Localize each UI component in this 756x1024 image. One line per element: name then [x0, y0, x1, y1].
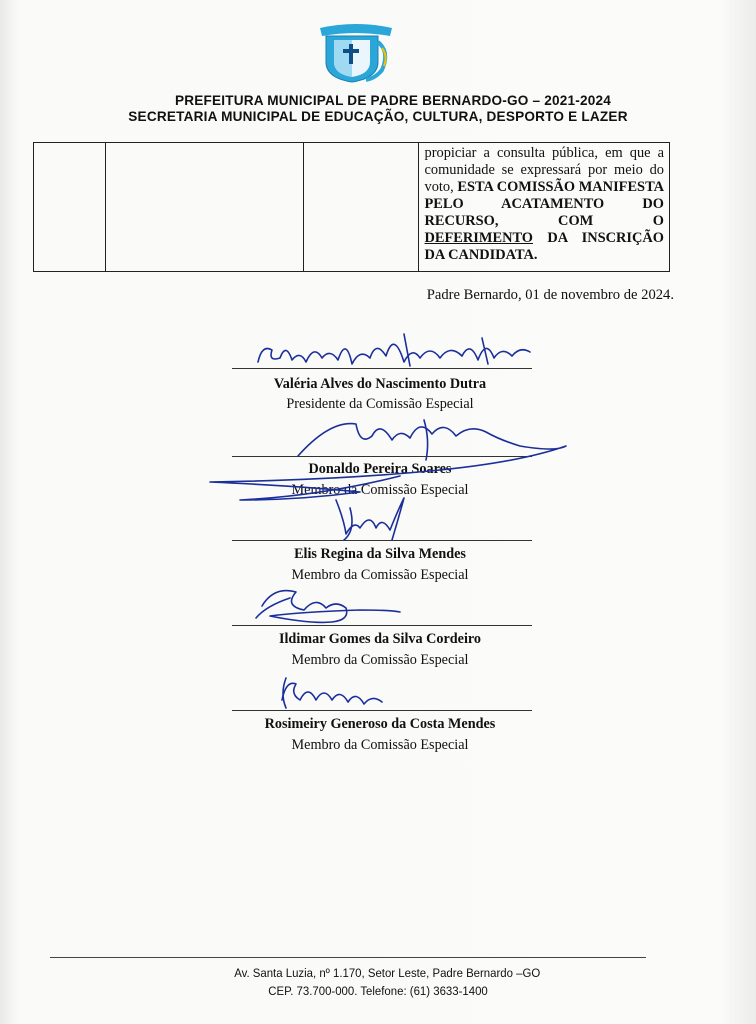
document-date: Padre Bernardo, 01 de novembro de 2024. — [426, 287, 674, 303]
table-cell-empty-3 — [303, 143, 418, 272]
letterhead — [0, 93, 756, 125]
footer — [30, 964, 726, 1000]
continued-table — [33, 142, 670, 272]
signature-line — [232, 368, 532, 369]
signature-rosimeiry-ink — [282, 683, 382, 704]
signature-line — [232, 710, 532, 711]
signatory-role: Membro da Comissão Especial — [291, 737, 469, 753]
signatory-role: Membro da Comissão Especial — [291, 482, 469, 498]
decision-text-intro: propiciar a consulta pública, em que a comunidade se expressará por meio do voto, — [424, 145, 664, 195]
municipal-coat-of-arms-logo — [316, 22, 396, 84]
signatory-role: Membro da Comissão Especial — [291, 567, 469, 583]
signatory-name: Rosimeiry Generoso da Costa Mendes — [264, 716, 496, 732]
signatory-name: Ildimar Gomes da Silva Cordeiro — [278, 631, 482, 647]
signatory-name: Valéria Alves do Nascimento Dutra — [273, 376, 487, 392]
table-cell-empty-2 — [105, 143, 303, 272]
letterhead-prefeitura: PREFEITURA MUNICIPAL DE PADRE BERNARDO-GO – 2021-2024 — [174, 93, 612, 108]
signatory-name: Elis Regina da Silva Mendes — [294, 546, 466, 562]
letterhead-secretaria: SECRETARIA MUNICIPAL DE EDUCAÇÃO, CULTURA, DESPORTO E LAZER — [128, 109, 628, 124]
footer-divider — [50, 957, 646, 958]
table-cell-empty-1 — [34, 143, 106, 272]
signature-line — [232, 540, 532, 541]
decision-text-bold: ESTA COMISSÃO MANIFESTA PELO ACATAMENTO DO RECURSO, COM O — [424, 179, 664, 229]
footer-contact: CEP. 73.700-000. Telefone: (61) 3633-1400 — [268, 984, 488, 998]
signature-valeria-ink — [258, 344, 530, 364]
decision-text-underlined: DEFERIMENTO — [424, 230, 533, 246]
signature-ildimar-ink — [262, 591, 400, 623]
footer-address: Av. Santa Luzia, nº 1.170, Setor Leste, Padre Bernardo –GO — [234, 966, 541, 980]
signatory-role: Membro da Comissão Especial — [291, 652, 469, 668]
signatory-role: Presidente da Comissão Especial — [286, 396, 474, 412]
signature-elis-ink — [336, 498, 404, 540]
decision-text-end: DA INSCRIÇÃO DA CANDIDATA. — [424, 230, 664, 263]
signatory-name: Donaldo Pereira Soares — [308, 461, 452, 477]
signature-line — [232, 456, 532, 457]
table-cell-decision — [418, 143, 669, 272]
signature-line — [232, 625, 532, 626]
